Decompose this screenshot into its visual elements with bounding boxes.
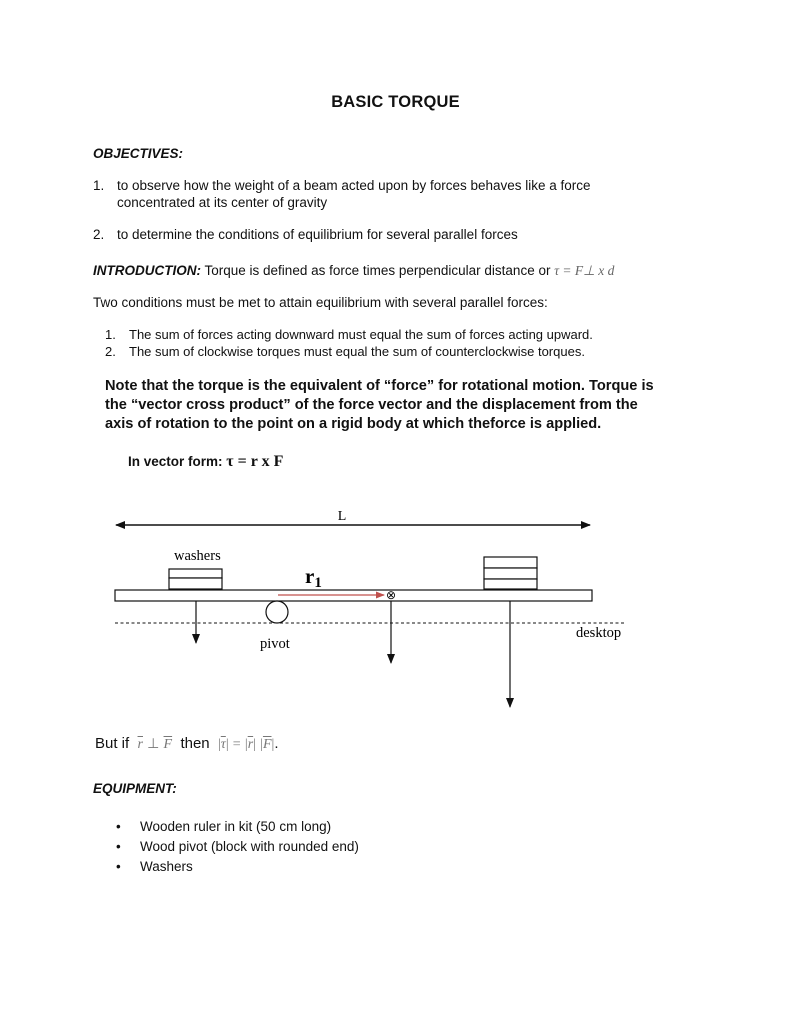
condition-item [105, 327, 705, 344]
vector-form [128, 453, 283, 471]
equipment-list-container [116, 817, 616, 877]
r-vector: $\overline{r}$ [137, 737, 143, 752]
f-vector: $\overline{F}$ [163, 737, 173, 752]
objective-text-continued: concentrated at its center of gravity [117, 194, 328, 210]
length-label: L [337, 509, 347, 524]
objective-number: 2. [93, 227, 105, 242]
torque-formula: τ = F⊥ x d [554, 263, 615, 278]
introduction-text: Torque is defined as force times perpendicular distance or [204, 263, 551, 278]
washer [484, 557, 537, 568]
page-title: BASIC TORQUE [331, 93, 460, 111]
perpendicular-condition: But if $\overline{r}$ ⊥ $\overline{F}$ then $|\overline{\tau}| = |\overline{r}|$ $|\overline{F}|$. [95, 735, 279, 752]
objective-number: 1. [93, 178, 105, 193]
conditions-lead: Two conditions must be met to attain equilibrium with several parallel forces: [93, 295, 548, 310]
pivot-label: pivot [260, 636, 290, 652]
desktop-label: desktop [576, 625, 622, 641]
conditions-list [105, 327, 705, 360]
washers-label: washers [174, 548, 221, 564]
note-line: the “vector cross product” of the force vector and the displacement from the [105, 397, 638, 413]
equipment-heading: EQUIPMENT: [93, 781, 177, 796]
condition-item [105, 344, 705, 361]
torque-diagram [0, 500, 791, 720]
objective-text: to determine the conditions of equilibrium for several parallel forces [117, 227, 518, 242]
vector-form-equation: τ = r x F [226, 453, 284, 470]
pivot-cylinder [266, 601, 288, 623]
perp-symbol: ⊥ [147, 737, 160, 752]
tau-vector: $\overline{\tau}$ [220, 737, 226, 752]
introduction [93, 263, 713, 280]
r1-subscript: 1 [314, 575, 322, 591]
note-line: Note that the torque is the equivalent of “force” for rotational motion. Torque is [105, 378, 654, 394]
r1-label [305, 564, 322, 591]
washer [484, 568, 537, 579]
torque-note [105, 377, 725, 434]
condition-text: The sum of forces acting downward must equal the sum of forces acting upward. [129, 327, 593, 342]
then-text: then [180, 735, 210, 752]
condition-text: The sum of clockwise torques must equal the sum of counterclockwise torques. [129, 343, 585, 359]
equipment-item: • Wooden ruler in kit (50 cm long) [116, 817, 616, 837]
but-if-text: But if [95, 735, 130, 752]
equipment-item: • Washers [116, 857, 616, 877]
equipment-item: • Wood pivot (block with rounded end) [116, 837, 616, 857]
washer [484, 579, 537, 589]
washer [169, 578, 222, 589]
objective-text: to observe how the weight of a beam acted upon by forces behaves like a force [117, 178, 591, 193]
condition-number: 1. [105, 327, 116, 342]
introduction-label: INTRODUCTION: [93, 263, 201, 278]
washer-stack-left [169, 569, 222, 589]
condition-number: 2. [105, 343, 116, 359]
period: . [274, 735, 279, 752]
objectives-heading: OBJECTIVES: [93, 146, 184, 161]
axis-symbol-icon: ⊗ [385, 588, 397, 602]
equals-sign: = [232, 737, 241, 752]
f-magnitude: $\overline{F}$ [262, 737, 272, 752]
r-magnitude: $\overline{r}$ [247, 737, 254, 752]
washer-stack-right [484, 557, 537, 589]
note-line: axis of rotation to the point on a rigid body at which theforce is applied. [105, 416, 602, 432]
washer [169, 569, 222, 578]
vector-form-label: In vector form: [128, 454, 223, 469]
equipment-list [116, 817, 616, 877]
objective-item-1 [93, 178, 693, 211]
objective-item-2 [93, 227, 693, 244]
r1-letter: r [305, 564, 315, 588]
